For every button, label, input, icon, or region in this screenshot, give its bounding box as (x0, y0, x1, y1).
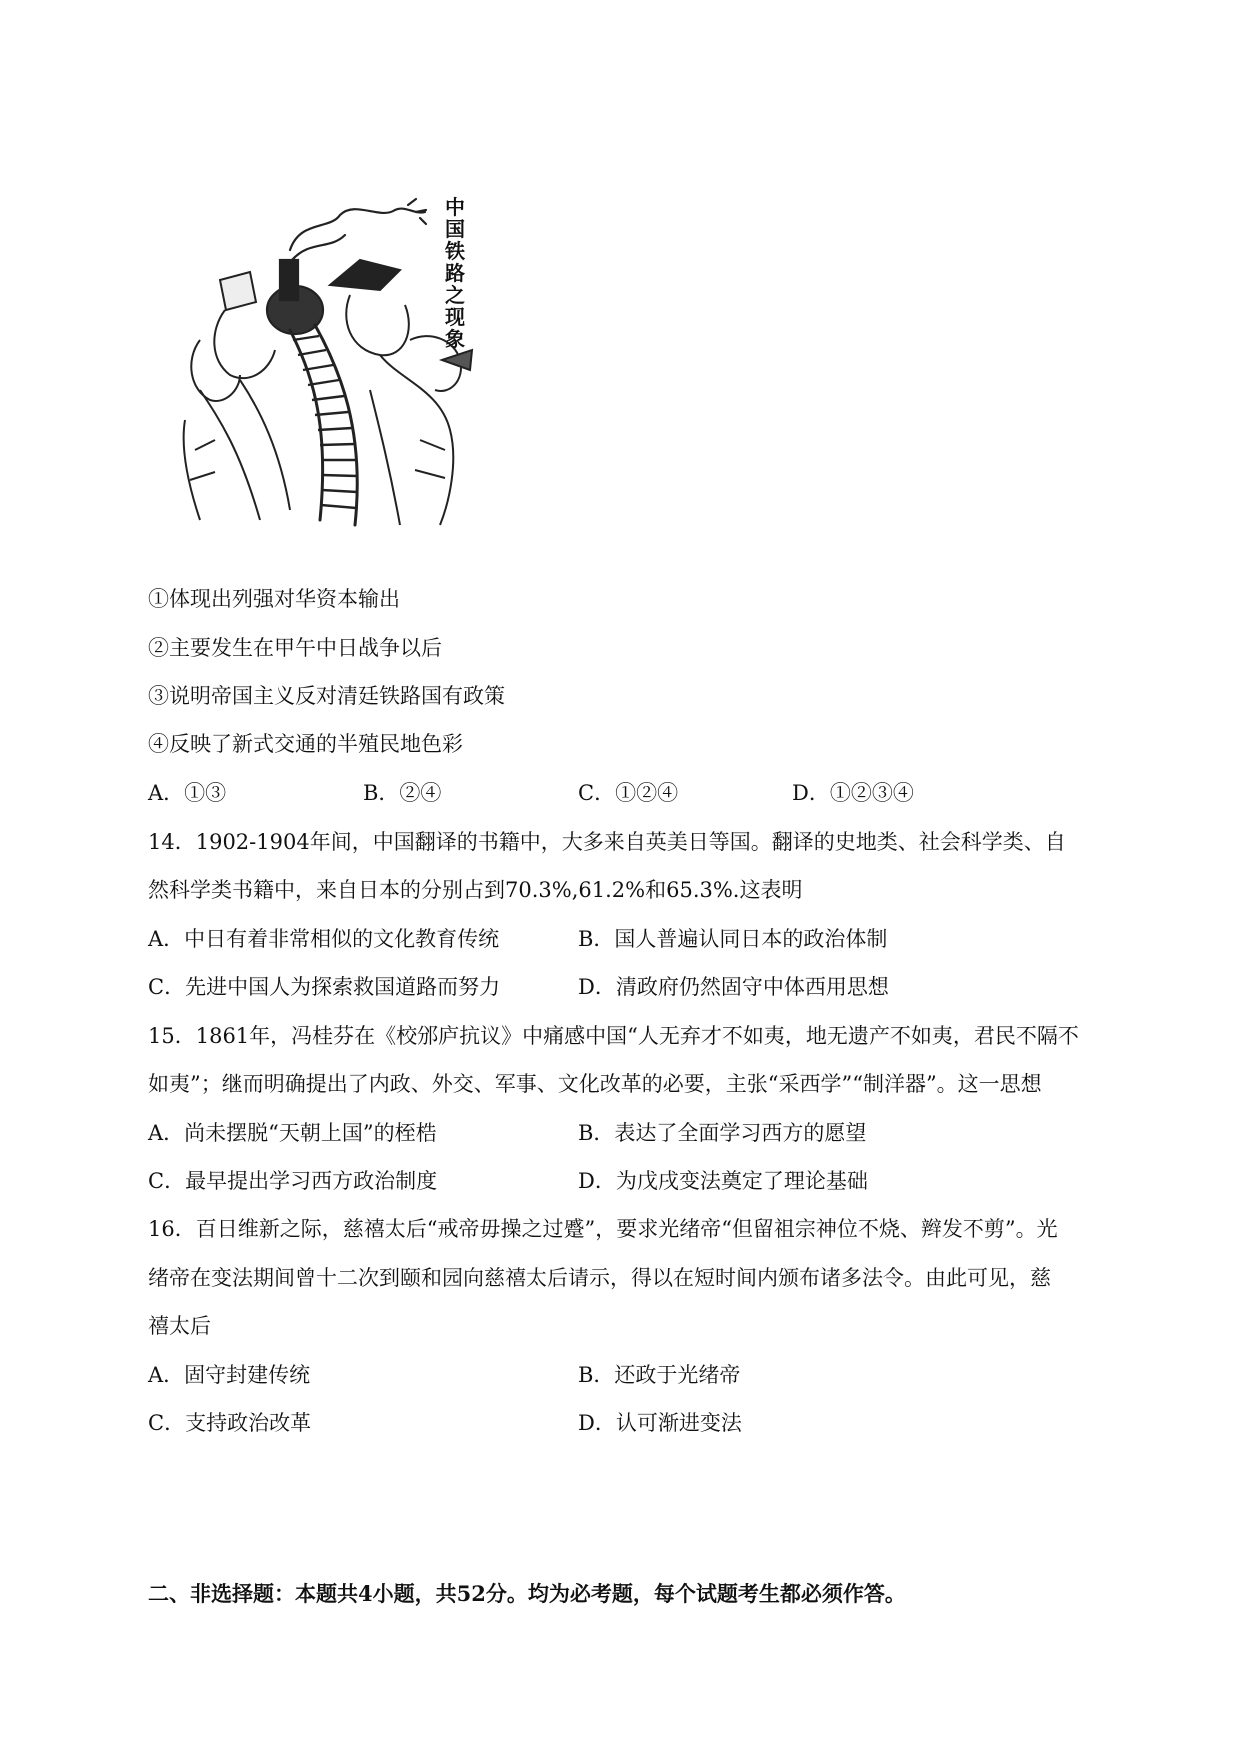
statement-1: ①体现出列强对华资本输出 (148, 587, 400, 611)
q15-option-c: C．最早提出学习西方政治制度 (148, 1169, 438, 1193)
q14-stem-line2: 然科学类书籍中，来自日本的分别占到70.3%,61.2%和65.3%.这表明 (148, 878, 803, 902)
q16-option-b: B．还政于光绪帝 (578, 1363, 741, 1387)
q14-option-d: D．清政府仍然固守中体西用思想 (578, 975, 889, 999)
q15-stem-line1: 15．1861年，冯桂芬在《校邠庐抗议》中痛感中国“人无弃才不如夷，地无遗产不如夷，君民不隔不 (148, 1024, 1079, 1048)
caption-char: 之 (445, 283, 465, 307)
caption-char: 象 (445, 327, 465, 351)
q16-stem-line2: 绪帝在变法期间曾十二次到颐和园向慈禧太后请示，得以在短时间内颁布诸多法令。由此可见，慈 (148, 1266, 1051, 1290)
q16-stem-line1: 16．百日维新之际，慈禧太后“戒帝毋操之过蹙”，要求光绪帝“但留祖宗神位不烧、辫发不剪”。光 (148, 1217, 1058, 1241)
statement-4: ④反映了新式交通的半殖民地色彩 (148, 732, 463, 756)
caption-char: 中 (445, 195, 465, 219)
q13-option-a: A．①③ (148, 781, 227, 805)
railway-cartoon-image (180, 190, 480, 540)
q16-stem-line3: 禧太后 (148, 1314, 211, 1338)
q15-stem-line2: 如夷”；继而明确提出了内政、外交、军事、文化改革的必要，主张“采西学”“制洋器”。这一思想 (148, 1072, 1042, 1096)
statement-3: ③说明帝国主义反对清廷铁路国有政策 (148, 684, 505, 708)
statement-2: ②主要发生在甲午中日战争以后 (148, 636, 442, 660)
caption-char: 现 (445, 305, 465, 329)
q13-option-b: B．②④ (363, 781, 442, 805)
q13-option-d: D．①②③④ (792, 781, 914, 805)
caption-char: 路 (445, 261, 465, 285)
figure-caption (442, 196, 468, 350)
q13-option-c: C．①②④ (578, 781, 679, 805)
q14-option-b: B．国人普遍认同日本的政治体制 (578, 927, 888, 951)
q14-option-c: C．先进中国人为探索救国道路而努力 (148, 975, 501, 999)
q16-option-c: C．支持政治改革 (148, 1411, 312, 1435)
q15-option-a: A．尚未摆脱“天朝上国”的桎梏 (148, 1121, 437, 1145)
q16-option-a: A．固守封建传统 (148, 1363, 311, 1387)
caption-char: 国 (445, 217, 465, 241)
caption-char: 铁 (445, 239, 465, 263)
q14-stem-line1: 14．1902-1904年间，中国翻译的书籍中，大多来自英美日等国。翻译的史地类、社会科学类、自 (148, 830, 1066, 854)
q16-option-d: D．认可渐进变法 (578, 1411, 742, 1435)
section-heading: 二、非选择题：本题共4小题，共52分。均为必考题，每个试题考生都必须作答。 (148, 1581, 906, 1606)
q15-option-d: D．为戊戌变法奠定了理论基础 (578, 1169, 868, 1193)
q14-option-a: A．中日有着非常相似的文化教育传统 (148, 927, 500, 951)
q15-option-b: B．表达了全面学习西方的愿望 (578, 1121, 867, 1145)
